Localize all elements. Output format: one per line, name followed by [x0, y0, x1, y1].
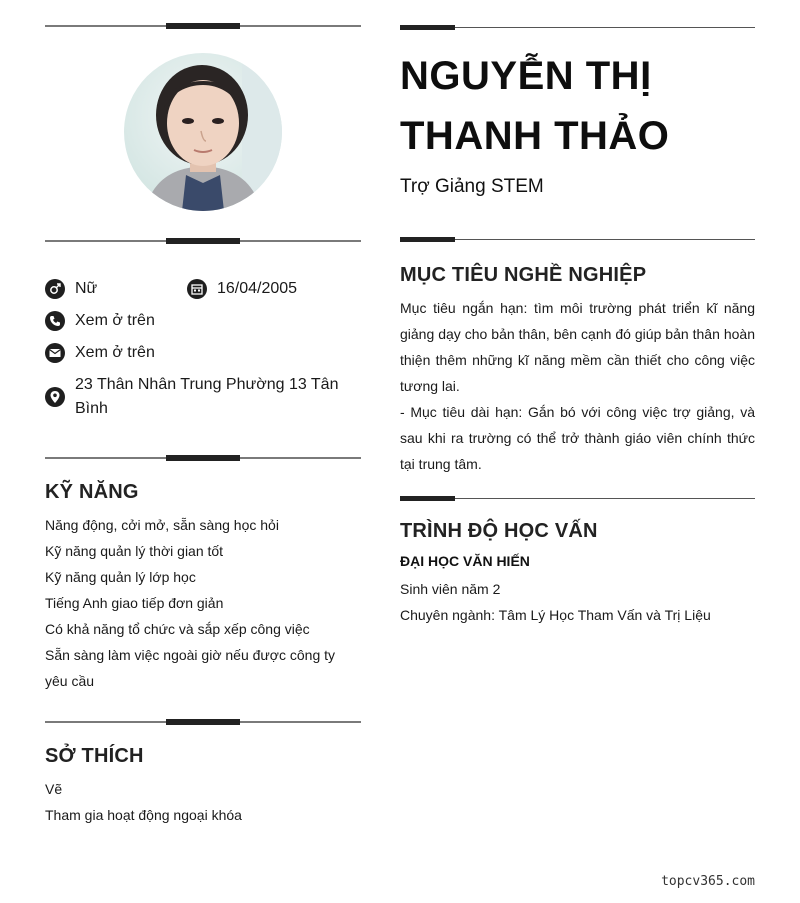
divider	[45, 23, 361, 29]
hobby-item: Vẽ	[45, 781, 63, 797]
address-row	[45, 373, 345, 421]
name-line-1: NGUYỄN THỊ	[400, 54, 652, 98]
objective-title: MỤC TIÊU NGHỀ NGHIỆP	[400, 264, 647, 286]
skills-title: KỸ NĂNG	[45, 481, 139, 503]
education-year: Sinh viên năm 2	[400, 581, 501, 597]
calendar-icon	[187, 279, 207, 299]
email-row	[45, 341, 155, 365]
address-value: 23 Thân Nhân Trung Phường 13 Tân Bình	[75, 376, 339, 417]
candidate-name	[400, 46, 669, 166]
gender-row	[45, 277, 97, 301]
divider	[45, 238, 361, 244]
name-line-2: THANH THẢO	[400, 114, 670, 158]
gender-value: Nữ	[75, 280, 98, 297]
birthdate-value: 16/04/2005	[217, 280, 298, 297]
skill-item: Có khả năng tổ chức và sắp xếp công việc	[45, 621, 310, 637]
watermark: topcv365.com	[661, 874, 755, 889]
education-major: Chuyên ngành: Tâm Lý Học Tham Vấn và Trị Liệu	[400, 607, 711, 623]
avatar	[124, 53, 282, 211]
envelope-icon	[45, 343, 65, 363]
divider	[400, 237, 755, 242]
divider	[400, 496, 755, 501]
divider	[45, 719, 361, 725]
birthdate-row	[187, 277, 297, 301]
phone-value: Xem ở trên	[75, 312, 155, 329]
hobbies-title: SỞ THÍCH	[45, 745, 144, 767]
skill-item: Kỹ năng quản lý thời gian tốt	[45, 543, 224, 559]
job-title: Trợ Giảng STEM	[400, 176, 544, 197]
gender-icon	[45, 279, 65, 299]
skill-item: Năng động, cởi mở, sẵn sàng học hỏi	[45, 517, 279, 533]
hobby-item: Tham gia hoạt động ngoại khóa	[45, 807, 242, 823]
skill-item: Sẵn sàng làm việc ngoài giờ nếu được công ty yêu cầu	[45, 647, 336, 689]
phone-row	[45, 309, 155, 333]
divider	[400, 25, 755, 30]
objective-short-term: Mục tiêu ngắn hạn: tìm môi trường phát triển kĩ năng giảng dạy cho bản thân, bên cạnh đó giúp bản thân hoàn thiện thêm những kĩ năng mềm cần thiết cho công việc tương lai.	[400, 300, 755, 394]
email-value: Xem ở trên	[75, 344, 155, 361]
skill-item: Kỹ năng quản lý lớp học	[45, 569, 196, 585]
education-school: ĐẠI HỌC VĂN HIẾN	[400, 553, 530, 569]
skill-item: Tiếng Anh giao tiếp đơn giản	[45, 595, 224, 611]
education-title: TRÌNH ĐỘ HỌC VẤN	[400, 520, 598, 542]
objective-long-term: - Mục tiêu dài hạn: Gắn bó với công việc trợ giảng, và sau khi ra trường có thể trở thành giáo viên chính thức tại trung tâm.	[400, 404, 755, 472]
divider	[45, 455, 361, 461]
phone-icon	[45, 311, 65, 331]
location-pin-icon	[45, 387, 65, 407]
